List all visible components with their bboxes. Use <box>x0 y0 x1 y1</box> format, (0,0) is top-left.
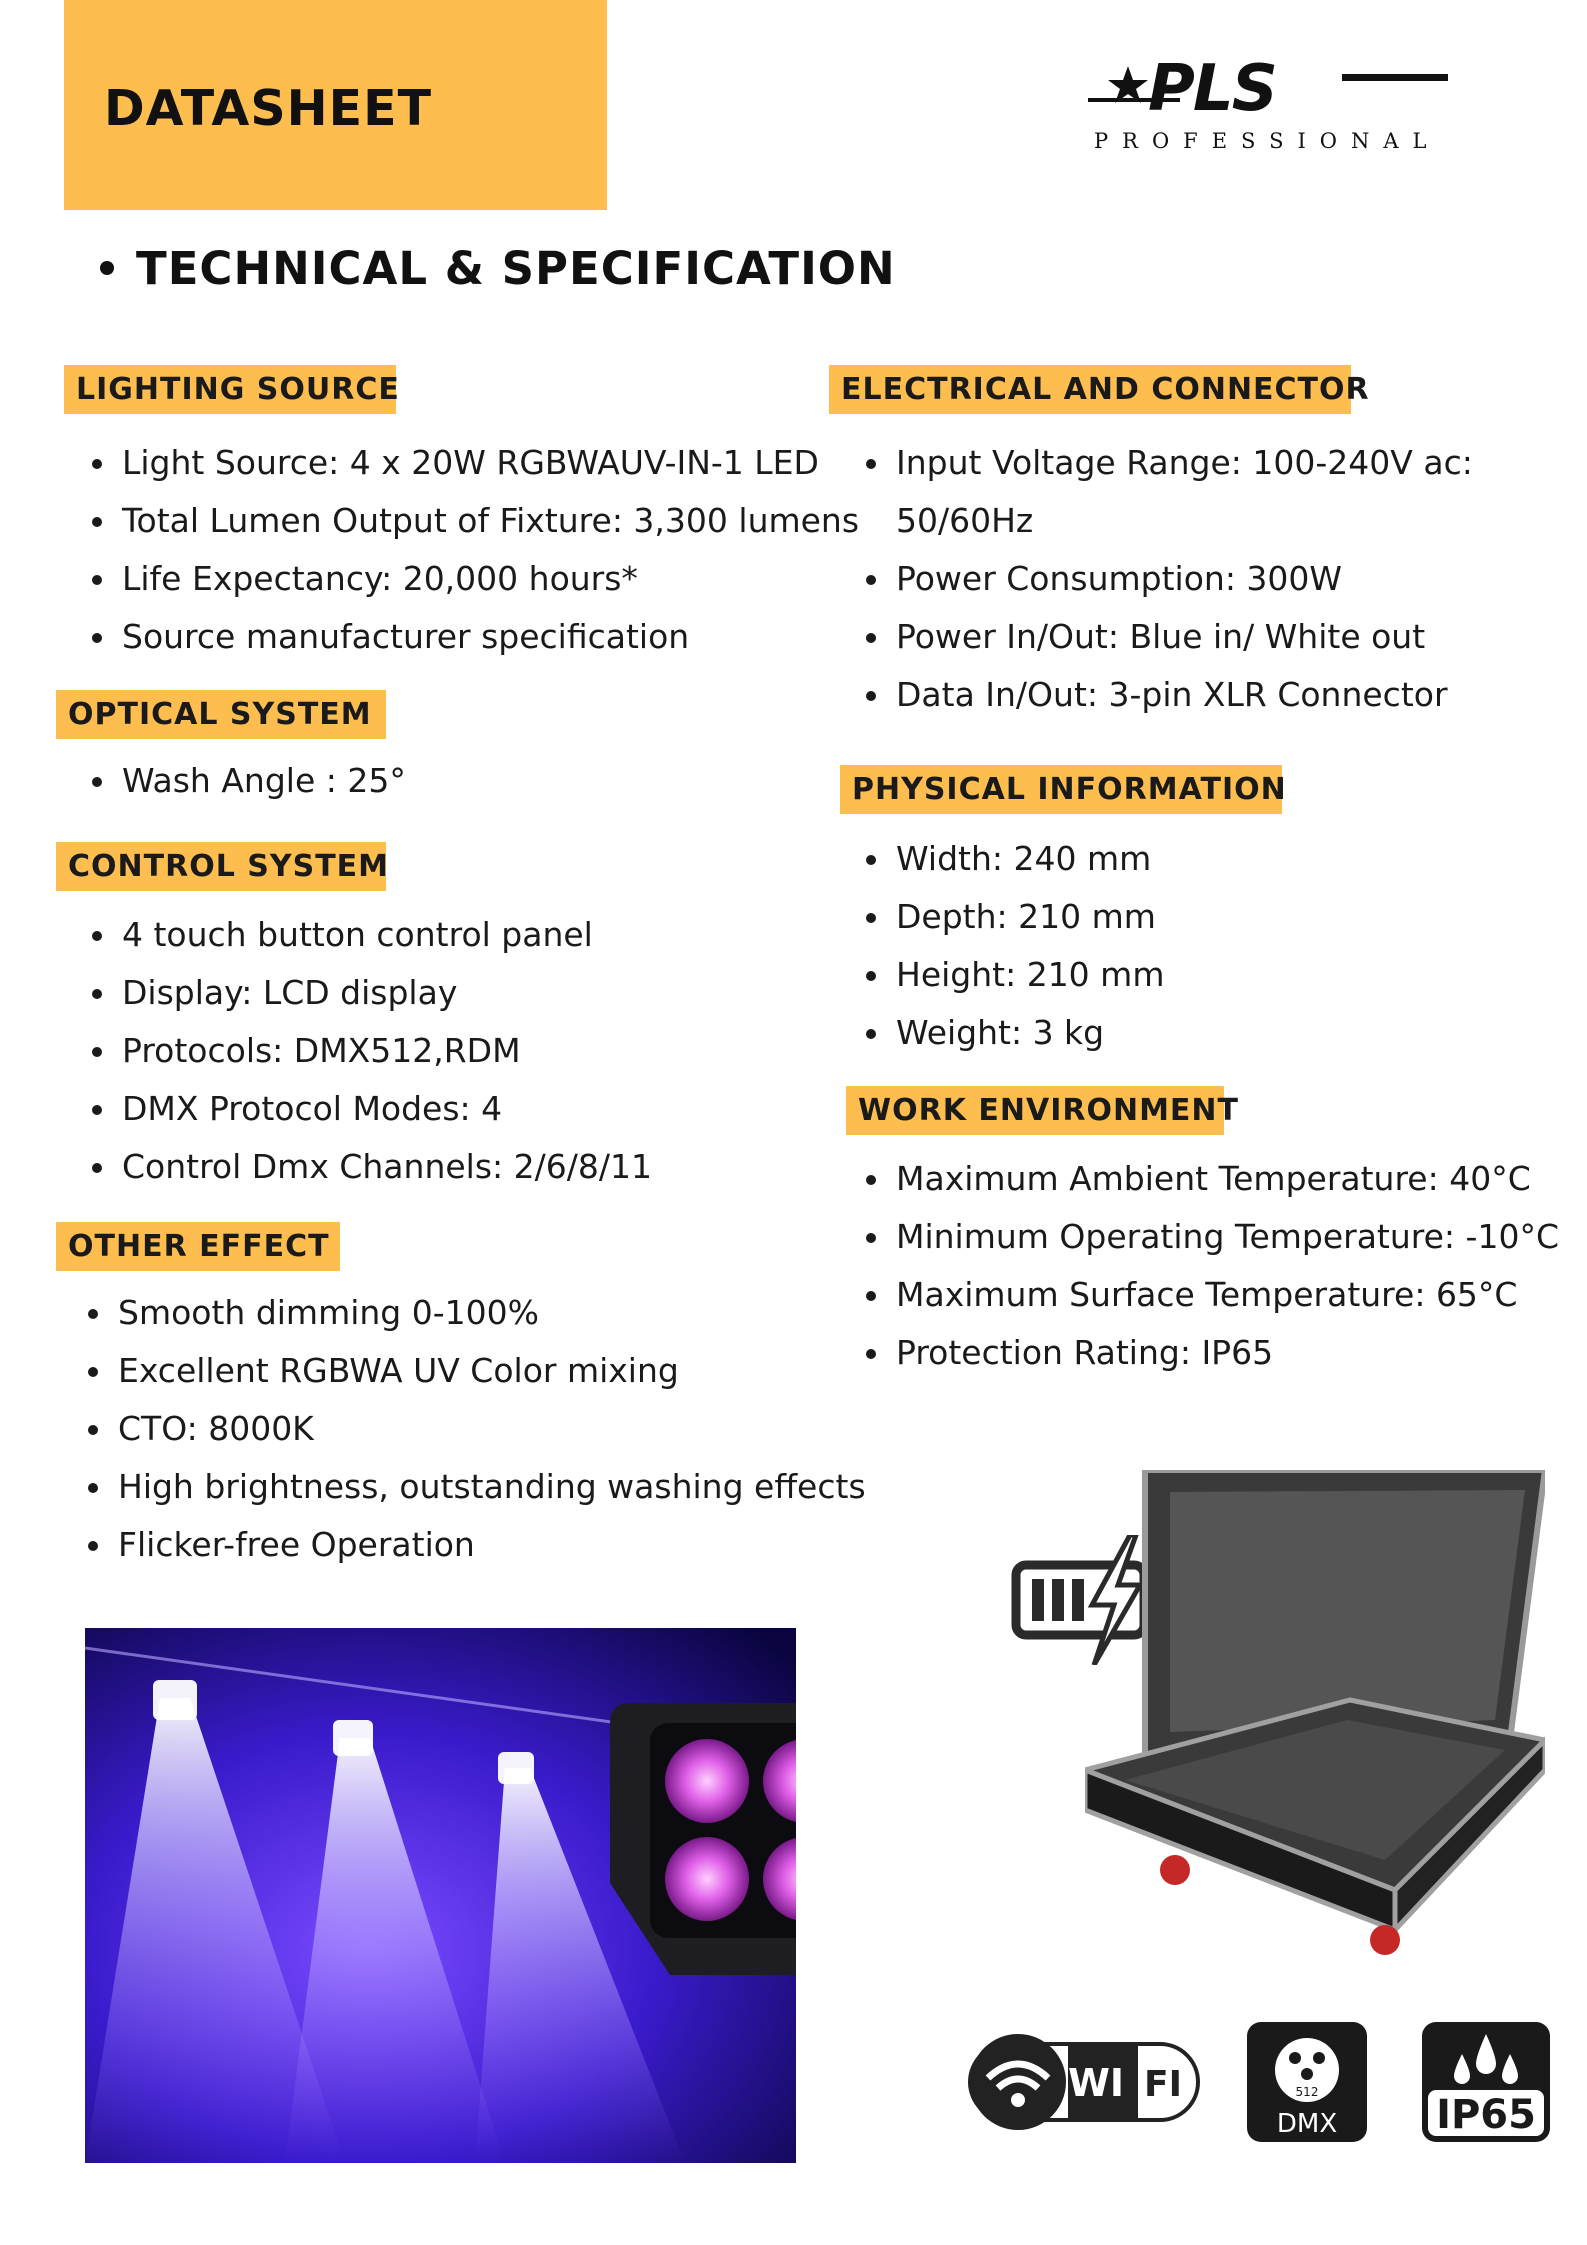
list-item: Control Dmx Channels: 2/6/8/11 <box>92 1138 652 1196</box>
electrical-list <box>866 434 1473 724</box>
lighting-source-list <box>92 434 859 666</box>
list-item: Power In/Out: Blue in/ White out <box>866 608 1473 666</box>
list-item: Minimum Operating Temperature: -10°C <box>866 1208 1559 1266</box>
list-item: Wash Angle : 25° <box>92 752 406 810</box>
wifi-icon <box>968 2032 1200 2132</box>
main-title-text: TECHNICAL & SPECIFICATION <box>136 242 896 295</box>
bullet-icon <box>100 261 114 275</box>
svg-text:DMX: DMX <box>1276 2109 1338 2139</box>
list-item: Life Expectancy: 20,000 hours* <box>92 550 859 608</box>
list-item: Height: 210 mm <box>866 946 1164 1004</box>
list-item: Width: 240 mm <box>866 830 1164 888</box>
section-main-title <box>100 242 896 295</box>
list-item: Maximum Ambient Temperature: 40°C <box>866 1150 1559 1208</box>
list-item: Display: LCD display <box>92 964 652 1022</box>
lighting-source-heading: LIGHTING SOURCE <box>64 365 396 414</box>
svg-text:WI: WI <box>1068 2061 1125 2105</box>
pls-logo <box>1080 62 1460 157</box>
svg-text:PLS: PLS <box>1148 62 1276 126</box>
list-item: Excellent RGBWA UV Color mixing <box>88 1342 866 1400</box>
physical-information-heading: PHYSICAL INFORMATION <box>840 765 1282 814</box>
list-item: Source manufacturer specification <box>92 608 859 666</box>
list-item: Input Voltage Range: 100-240V ac: <box>866 434 1473 492</box>
svg-text:512: 512 <box>1295 2085 1319 2099</box>
list-item: Protocols: DMX512,RDM <box>92 1022 652 1080</box>
list-item-continuation: 50/60Hz <box>896 501 1034 540</box>
svg-text:FI: FI <box>1144 2064 1182 2105</box>
optical-system-list <box>92 752 406 810</box>
logo-tagline: PROFESSIONAL <box>1094 129 1441 153</box>
list-item: Maximum Surface Temperature: 65°C <box>866 1266 1559 1324</box>
list-item: 4 touch button control panel <box>92 906 652 964</box>
list-item: Flicker-free Operation <box>88 1516 866 1574</box>
logo-star-icon <box>1108 66 1148 103</box>
ip65-icon <box>1420 2020 1552 2144</box>
list-item: Protection Rating: IP65 <box>866 1324 1559 1382</box>
list-item: Weight: 3 kg <box>866 1004 1164 1062</box>
dmx-icon <box>1245 2020 1369 2144</box>
list-item: Power Consumption: 300W <box>866 550 1473 608</box>
svg-text:IP65: IP65 <box>1436 2092 1536 2138</box>
flight-case-image <box>1085 1470 1545 1970</box>
optical-system-heading: OPTICAL SYSTEM <box>56 690 386 739</box>
list-item: CTO: 8000K <box>88 1400 866 1458</box>
product-uv-photo <box>85 1628 796 2163</box>
control-system-list <box>92 906 652 1196</box>
list-item: Total Lumen Output of Fixture: 3,300 lumens <box>92 492 859 550</box>
other-effect-list <box>88 1284 866 1574</box>
list-item: Smooth dimming 0-100% <box>88 1284 866 1342</box>
control-system-heading: CONTROL SYSTEM <box>56 842 386 891</box>
electrical-heading: ELECTRICAL AND CONNECTOR <box>829 365 1351 414</box>
work-environment-heading: WORK ENVIRONMENT <box>846 1086 1224 1135</box>
page-title: DATASHEET <box>104 80 433 137</box>
list-item: DMX Protocol Modes: 4 <box>92 1080 652 1138</box>
physical-information-list <box>866 830 1164 1062</box>
other-effect-heading: OTHER EFFECT <box>56 1222 340 1271</box>
list-item: Data In/Out: 3-pin XLR Connector <box>866 666 1473 724</box>
list-item: Light Source: 4 x 20W RGBWAUV-IN-1 LED <box>92 434 859 492</box>
work-environment-list <box>866 1150 1559 1382</box>
list-item: High brightness, outstanding washing effects <box>88 1458 866 1516</box>
list-item: Depth: 210 mm <box>866 888 1164 946</box>
